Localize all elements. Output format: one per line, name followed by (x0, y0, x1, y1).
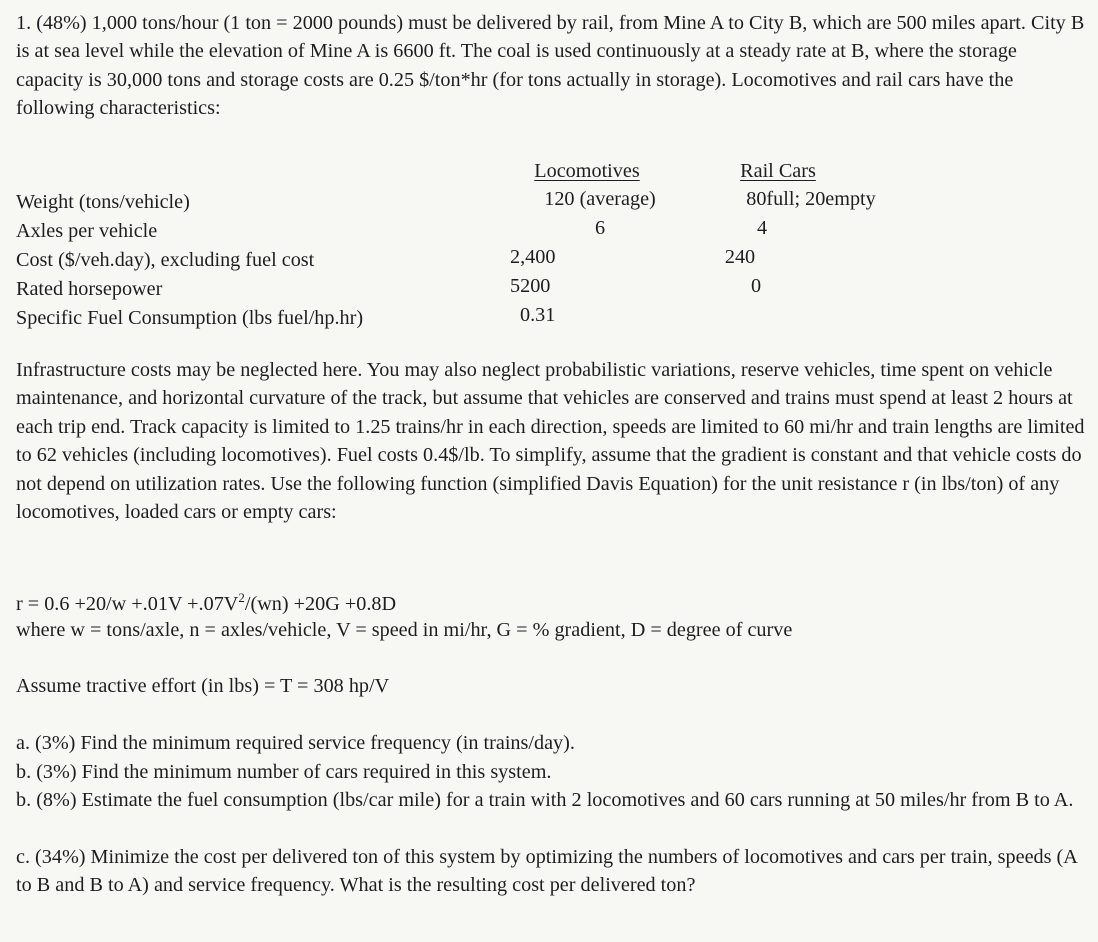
row-label-weight: Weight (tons/vehicle) (16, 191, 190, 213)
equation-exponent: 2 (238, 590, 245, 605)
vehicle-characteristics-table (0, 0, 1098, 340)
col-header-rail-cars: Rail Cars (740, 160, 816, 182)
car-weight: 80full; 20empty (746, 188, 876, 210)
question-b-1: b. (3%) Find the minimum number of cars required in this system. (16, 761, 552, 783)
car-axles: 4 (756, 217, 768, 239)
car-horsepower: 0 (750, 275, 762, 297)
davis-equation (16, 590, 396, 618)
question-b-2: b. (8%) Estimate the fuel consumption (lbs/car mile) for a train with 2 locomotives and 60 cars running at 50 miles/hr from B to A. (16, 789, 1074, 811)
question-a: a. (3%) Find the minimum required service frequency (in trains/day). (16, 732, 575, 754)
row-label-fuel-consumption: Specific Fuel Consumption (lbs fuel/hp.hr) (16, 307, 364, 329)
loco-cost: 2,400 (510, 246, 556, 268)
assumptions-paragraph: Infrastructure costs may be neglected here. You may also neglect probabilistic variations, reserve vehicles, time spent on vehicle maintenance, and horizontal curvature of the track, but assume that vehicles are conserved and trains must spend at least 2 hours at each trip end. Track capacity is limited to 1.25 trains/hr in each direction, speeds are limited to 60 mi/hr and train lengths are limited to 62 vehicles (including locomotives). Fuel costs 0.4$/lb. To simplify, assume that the gradient is constant and that vehicle costs do not depend on utilization rates. Use the following function (simplified Davis Equation) for the unit resistance r (in lbs/ton) of any locomotives, loaded cars or empty cars: (16, 359, 1085, 524)
tractive-effort-assumption: Assume tractive effort (in lbs) = T = 308 hp/V (16, 675, 390, 697)
loco-fuel-consumption: 0.31 (520, 304, 556, 326)
equation-part-2: /(wn) +20G +0.8D (244, 593, 397, 615)
problem-intro: 1. (48%) 1,000 tons/hour (1 ton = 2000 pounds) must be delivered by rail, from Mine A to City B, which are 500 miles apart. City B is at sea level while the elevation of Mine A is 6600 ft. The coal is used continuously at a steady rate at B, where the storage capacity is 30,000 tons and storage costs are 0.25 $/ton*hr (for tons actually in storage). Locomotives and rail cars have the following characteristics: (16, 12, 1085, 120)
loco-weight: 120 (average) (544, 188, 656, 210)
row-label-axles: Axles per vehicle (16, 220, 158, 242)
col-header-locomotives: Locomotives (534, 160, 640, 182)
row-label-cost: Cost ($/veh.day), excluding fuel cost (16, 249, 315, 271)
loco-axles: 6 (594, 217, 606, 239)
equation-part-1: r = 0.6 +20/w +.01V +.07V (16, 593, 239, 615)
loco-horsepower: 5200 (510, 275, 551, 297)
car-cost: 240 (724, 246, 756, 268)
row-label-horsepower: Rated horsepower (16, 278, 163, 300)
question-c: c. (34%) Minimize the cost per delivered ton of this system by optimizing the numbers of locomotives and cars per train, speeds (A to B and B to A) and service frequency. What is the resulting cost per delivered ton? (16, 846, 1077, 897)
variable-definitions: where w = tons/axle, n = axles/vehicle, V = speed in mi/hr, G = % gradient, D = degree of curve (16, 619, 793, 641)
